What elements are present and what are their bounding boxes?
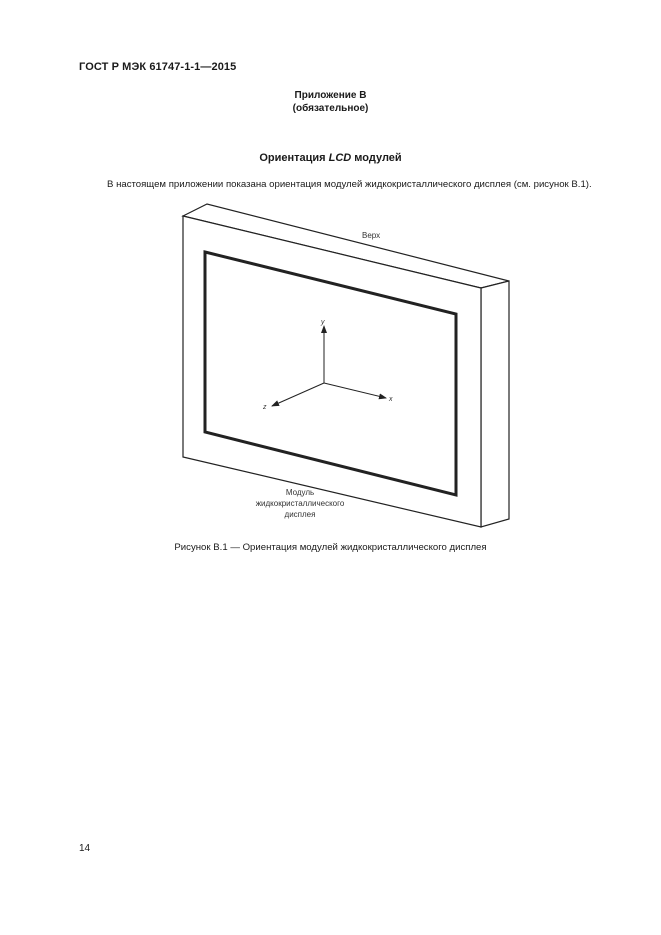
section-title-prefix: Ориентация	[259, 152, 329, 164]
module-label-line1: Модуль	[285, 488, 315, 497]
page-number: 14	[79, 843, 91, 854]
module-label-line3: дисплея	[284, 510, 316, 519]
document-header: ГОСТ Р МЭК 61747-1-1—2015	[79, 61, 237, 73]
annex-heading	[0, 89, 661, 115]
annex-status: (обязательное)	[292, 103, 369, 114]
axis-y-label: y	[321, 319, 325, 326]
section-title	[0, 152, 661, 164]
lcd-module-drawing	[150, 200, 530, 530]
axis-z-label: z	[263, 404, 267, 411]
axis-x-label: x	[389, 396, 393, 403]
section-title-suffix: модулей	[351, 152, 402, 164]
module-label-line2: жидкокристаллического	[255, 499, 345, 508]
annex-title: Приложение В	[294, 90, 367, 101]
section-title-abbr: LCD	[328, 152, 352, 164]
top-label: Верх	[362, 231, 381, 240]
module-side-face	[481, 281, 509, 527]
body-paragraph: В настоящем приложении показана ориентация модулей жидкокристаллического дисплея (см. рисунок В.1).	[107, 179, 592, 190]
figure-caption: Рисунок В.1 — Ориентация модулей жидкокристаллического дисплея	[174, 542, 487, 553]
figure-lcd-orientation	[150, 200, 530, 530]
